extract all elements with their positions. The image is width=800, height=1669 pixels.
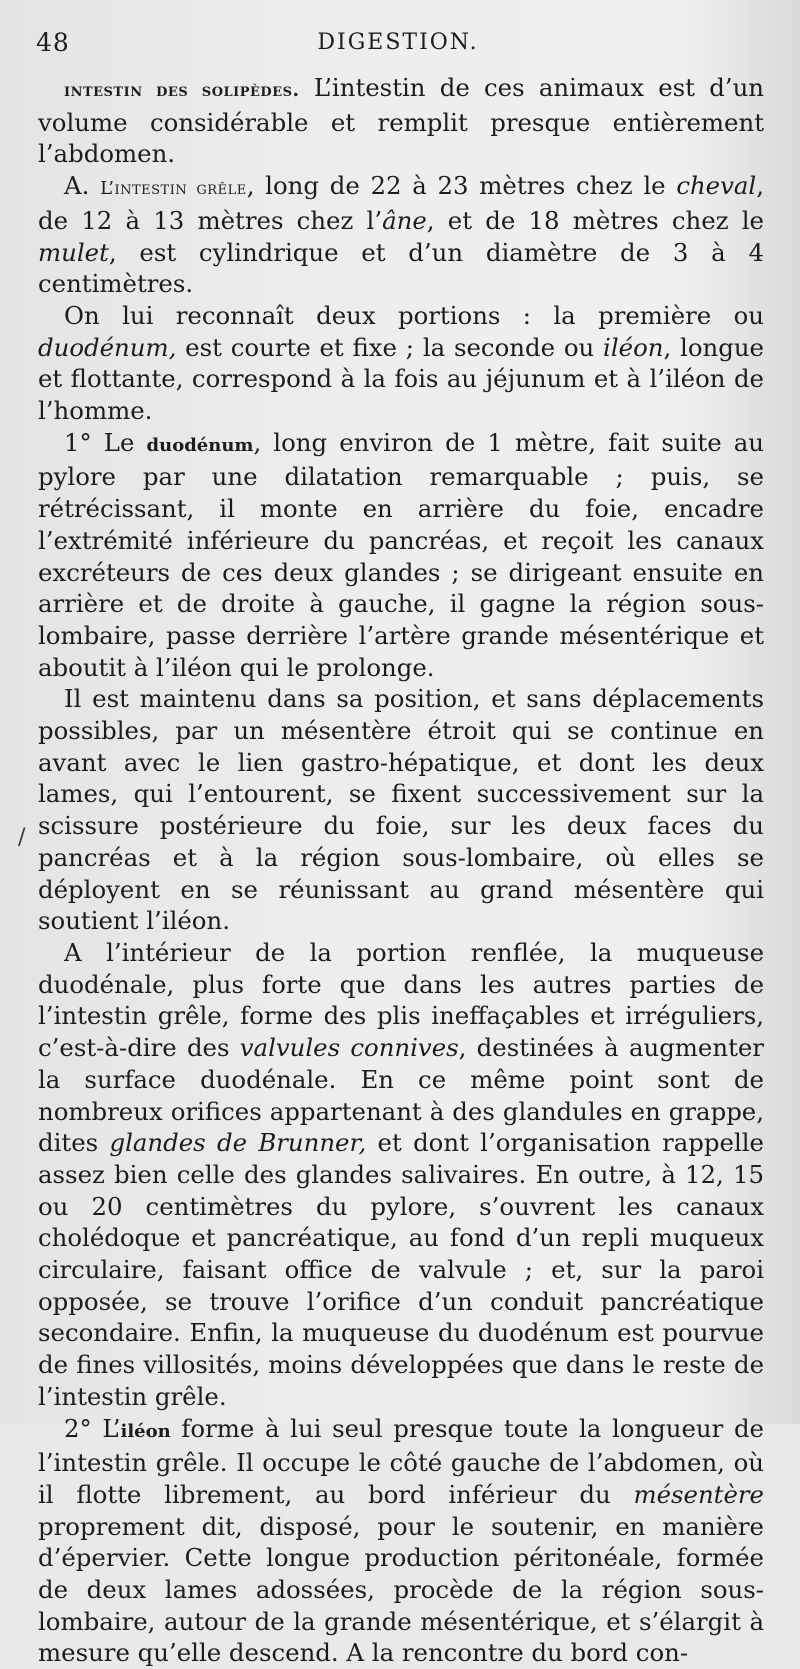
- paragraph-text: On lui reconnaît deux portions : la première ou: [64, 300, 764, 330]
- paragraph-text: , long environ de 1 mètre, fait suite au pylore par une dilatation remarquable ; puis, se rétrécissant, il monte en arrière du foie, encadre l’extrémité inférieure du pancréas, et reçoit les canaux excréteurs de ces deux glandes ; se dirigeant ensuite en arrière et de droite à gauche, il gagne la région sous-lombaire, passe derrière l’artère grande mésentérique et aboutit à l’iléon qui le prolonge.: [38, 427, 764, 682]
- paragraph-intestin-grele: [38, 170, 764, 300]
- italic-term: âne: [382, 205, 427, 235]
- italic-term: cheval: [676, 171, 757, 201]
- paragraph-text: , destinées à augmenter la surface duodénale. En ce même point sont de nombreux orifices appartenant à des glandules en grappe, dites: [38, 1033, 764, 1158]
- paragraph-mesentere: Il est maintenu dans sa position, et sans déplacements possibles, par un mésentère étroit qui se continue en avant avec le lien gastro-hépatique, et dont les deux lames, qui l’entourent, se fixent successivement sur la scissure postérieure du foie, sur les deux faces du pancréas et à la région sous-lombaire, où elles se déployent en se réunissant au grand mésentère qui soutient l’iléon.: [38, 684, 764, 936]
- paragraph-text: A l’intérieur de la portion renflée, la muqueuse duodénale, plus forte que dans les autres parties de l’intestin grêle, forme des plis ineffaçables et irréguliers, c’est-à-dire des: [38, 937, 764, 1063]
- section-marker-a: A.: [64, 171, 101, 201]
- paragraph-text: , de 12 à 13 mètres chez l’: [38, 171, 765, 235]
- paragraph-text: 1° Le: [64, 427, 147, 457]
- paragraph-duodenum: [38, 427, 764, 684]
- paragraph-text: et dont l’organisation rappelle assez bien celle des glandes salivaires. En outre, à 12, 15 ou 20 centimètres du pylore, s’ouvrent les canaux cholédoque et pancréatique, au fond d’un repli muqueux circulaire, faisant office de valvule ; et, sur la paroi opposée, se trouve l’orifice d’un conduit pancréatique secondaire. Enfin, la muqueuse du duodénum est pourvue de fines villosités, moins développées que dans le reste de l’intestin grêle.: [38, 1128, 764, 1411]
- paragraph-intestin-solipedes: [38, 72, 764, 170]
- paragraph-text: 2° L’: [64, 1413, 121, 1443]
- paragraph-deux-portions: [38, 300, 764, 427]
- section-heading-intestin-grele: L’intestin grêle: [100, 178, 247, 200]
- page-header: [36, 28, 760, 62]
- paragraph-text: proprement dit, disposé, pour le soutenir, en manière d’épervier. Cette longue production péritonéale, formée de deux lames adossées, procède de la région sous-lombaire, autour de la grande mésentérique, et s’élargit à mesure qu’elle descend. A la rencontre du bord con-: [38, 1511, 764, 1668]
- page-body: [38, 72, 764, 1669]
- paragraph-text: , est cylindrique et d’un diamètre de 3 à 4 centimètres.: [38, 237, 764, 299]
- paragraph-text: L’intestin de ces animaux est d’un volume considérable et remplit presque entièrement l’abdomen.: [38, 73, 764, 169]
- bold-term: duodénum: [146, 434, 254, 456]
- page-number: 48: [36, 28, 70, 57]
- italic-term: iléon: [603, 332, 664, 362]
- margin-mark: /: [18, 825, 26, 850]
- paragraph-text: , long de 22 à 23 mètres chez le: [246, 171, 677, 201]
- italic-term: mésentère: [633, 1479, 764, 1509]
- paragraph-text: forme à lui seul presque toute la longueur de l’intestin grêle. Il occupe le côté gauche de l’abdomen, où il flotte librement, au bord inférieur du: [38, 1413, 764, 1509]
- italic-term: glandes de Brunner,: [109, 1128, 367, 1158]
- paragraph-ileon: [38, 1413, 764, 1669]
- paragraph-muqueuse: [38, 937, 764, 1413]
- paragraph-text: est courte et fixe ; la seconde ou: [176, 332, 604, 362]
- section-heading-intestin-solipedes: intestin des solipèdes.: [64, 79, 300, 101]
- paragraph-text: , et de 18 mètres chez le: [426, 205, 764, 235]
- italic-term: mulet: [38, 237, 109, 267]
- paragraph-text: , longue et flottante, correspond à la fois au jéjunum et à l’iléon de l’homme.: [38, 332, 764, 426]
- italic-term: duodénum,: [38, 332, 177, 362]
- bold-term: iléon: [120, 1420, 171, 1442]
- running-title: DIGESTION.: [317, 30, 479, 55]
- italic-term: valvules connives: [239, 1033, 459, 1063]
